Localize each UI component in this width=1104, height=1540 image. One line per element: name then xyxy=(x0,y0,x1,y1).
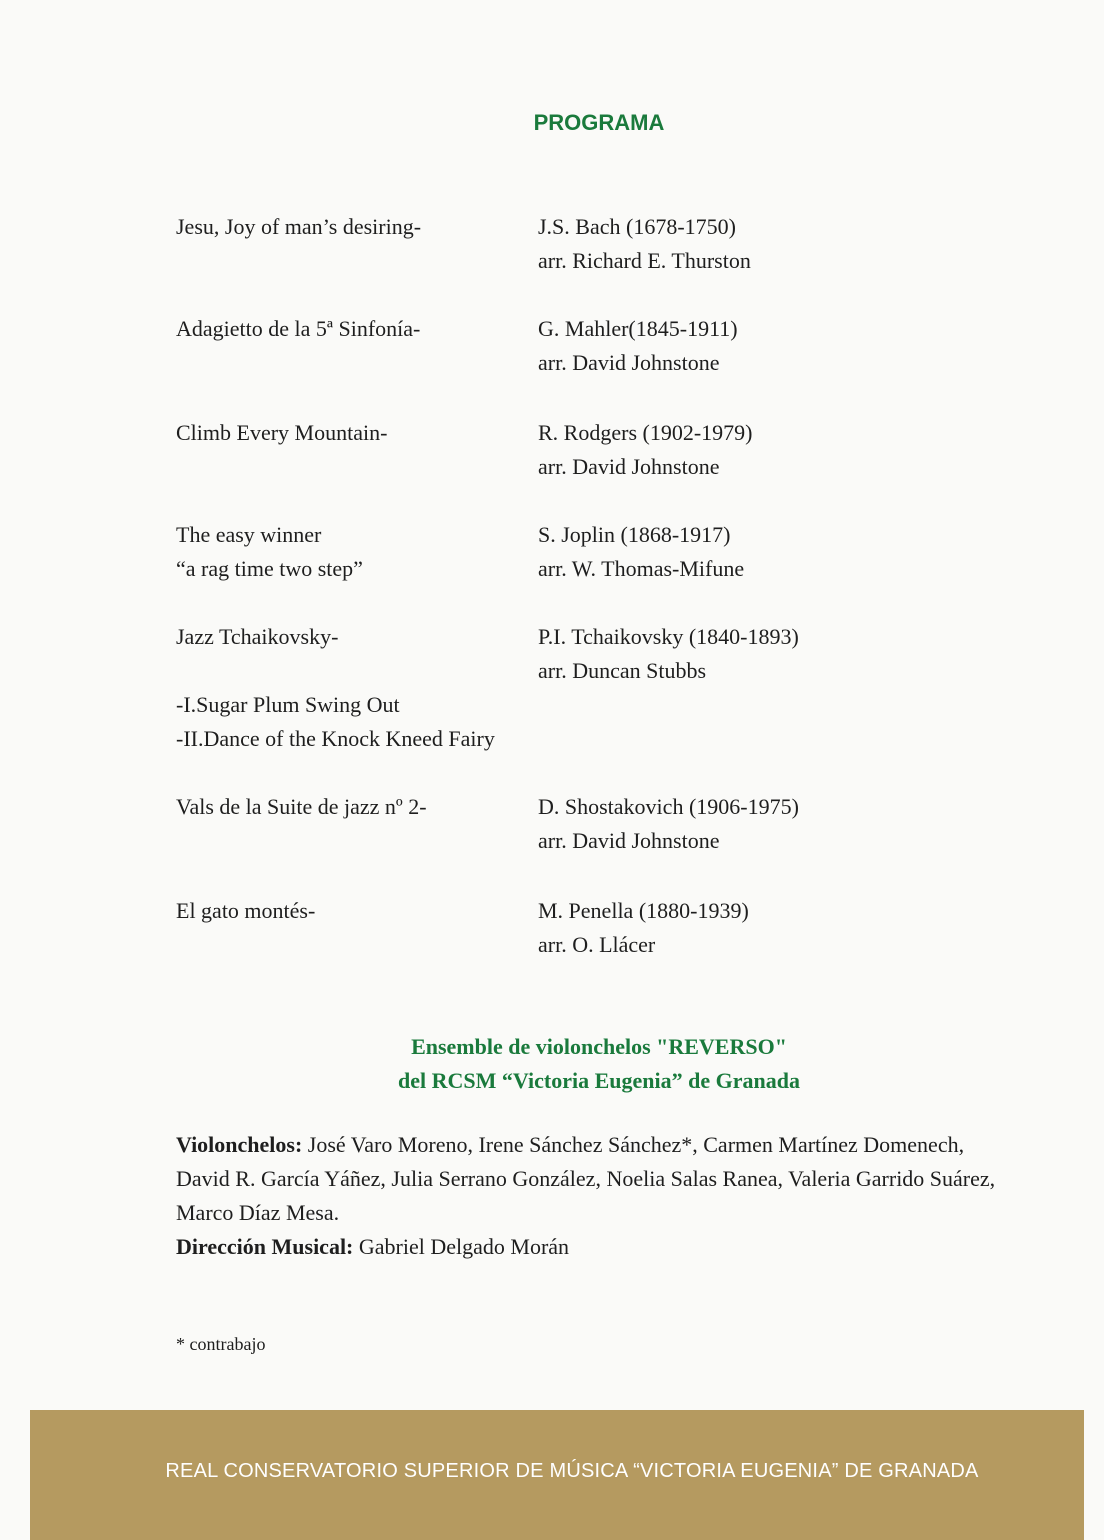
composer-credit xyxy=(538,518,978,586)
piece-title-line: Jazz Tchaikovsky- xyxy=(176,624,339,649)
movement-item: -I.Sugar Plum Swing Out xyxy=(176,692,400,717)
piece-title-line: Climb Every Mountain- xyxy=(176,420,388,445)
composer-line: S. Joplin (1868-1917) xyxy=(538,522,731,547)
composer-line: R. Rodgers (1902-1979) xyxy=(538,420,753,445)
piece-title-line: El gato montés- xyxy=(176,898,316,923)
footer-band xyxy=(30,1410,1084,1540)
composer-credit xyxy=(538,210,978,278)
members-block xyxy=(176,1128,1006,1264)
piece-title-line: Adagietto de la 5ª Sinfonía- xyxy=(176,316,421,341)
page-title: PROGRAMA xyxy=(533,110,665,135)
arranger-line: arr. David Johnstone xyxy=(538,828,720,853)
arranger-line: arr. W. Thomas-Mifune xyxy=(538,556,745,581)
footnote: * contrabajo xyxy=(176,1334,266,1354)
cello-names: José Varo Moreno, Irene Sánchez Sánchez*, Carmen Martínez Domenech, David R. García Yáñez, Julia Serrano González, Noelia Salas Ranea, Valeria Garrido Suárez, Marco Díaz Mesa. xyxy=(176,1132,996,1225)
director-name: Gabriel Delgado Morán xyxy=(358,1234,570,1259)
composer-credit xyxy=(538,416,978,484)
composer-line: D. Shostakovich (1906-1975) xyxy=(538,794,799,819)
movement-item: -II.Dance of the Knock Kneed Fairy xyxy=(176,726,495,751)
piece-title xyxy=(176,790,516,824)
footer-text: REAL CONSERVATORIO SUPERIOR DE MÚSICA “VICTORIA EUGENIA” DE GRANADA xyxy=(165,1460,979,1482)
arranger-line: arr. Richard E. Thurston xyxy=(538,248,751,273)
director-label: Dirección Musical: xyxy=(176,1234,359,1259)
composer-line: M. Penella (1880-1939) xyxy=(538,898,749,923)
ensemble-institution: del RCSM “Victoria Eugenia” de Granada xyxy=(398,1068,800,1093)
piece-title xyxy=(176,210,516,244)
piece-title-line: The easy winner xyxy=(176,522,322,547)
piece-subtitle-line: “a rag time two step” xyxy=(176,556,363,581)
piece-title-line: Jesu, Joy of man’s desiring- xyxy=(176,214,422,239)
composer-line: J.S. Bach (1678-1750) xyxy=(538,214,736,239)
composer-credit xyxy=(538,790,978,858)
composer-credit xyxy=(538,620,978,688)
composer-credit xyxy=(538,312,978,380)
ensemble-heading xyxy=(0,1030,1104,1098)
ensemble-name: Ensemble de violonchelos "REVERSO" xyxy=(411,1034,787,1059)
piece-title xyxy=(176,894,516,928)
arranger-line: arr. Duncan Stubbs xyxy=(538,658,707,683)
composer-credit xyxy=(538,894,978,962)
piece-title-line: Vals de la Suite de jazz nº 2- xyxy=(176,794,427,819)
piece-title xyxy=(176,518,516,586)
piece-title xyxy=(176,620,516,654)
piece-title xyxy=(176,416,516,450)
composer-line: G. Mahler(1845-1911) xyxy=(538,316,738,341)
piece-title xyxy=(176,312,516,346)
cello-label: Violonchelos: xyxy=(176,1132,308,1157)
arranger-line: arr. David Johnstone xyxy=(538,350,720,375)
movement-list xyxy=(176,688,495,756)
arranger-line: arr. David Johnstone xyxy=(538,454,720,479)
composer-line: P.I. Tchaikovsky (1840-1893) xyxy=(538,624,799,649)
arranger-line: arr. O. Llácer xyxy=(538,932,656,957)
